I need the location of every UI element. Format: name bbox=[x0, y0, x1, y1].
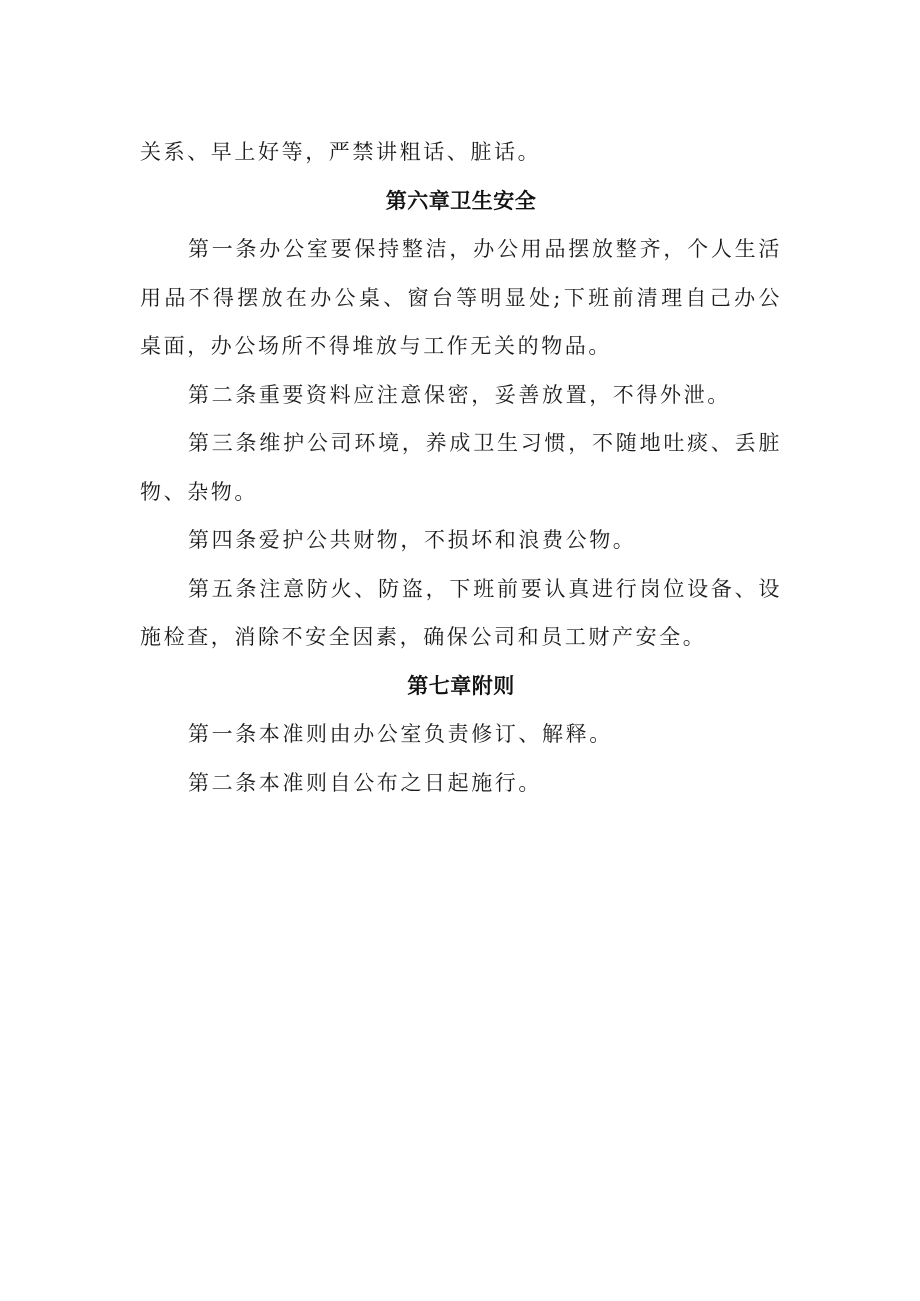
chapter-7-article-2: 第二条本准则自公布之日起施行。 bbox=[188, 770, 542, 795]
document-body bbox=[140, 128, 782, 807]
chapter-6-article-2: 第二条重要资料应注意保密，妥善放置，不得外泄。 bbox=[188, 382, 731, 407]
continuation-paragraph: 关系、早上好等，严禁讲粗话、脏话。 bbox=[140, 140, 542, 164]
chapter-6-article-4: 第四条爱护公共财物，不损坏和浪费公物。 bbox=[188, 528, 637, 552]
chapter-7-article-1: 第一条本准则由办公室负责修订、解释。 bbox=[188, 722, 613, 746]
chapter-7-heading: 第七章附则 bbox=[407, 673, 515, 698]
chapter-6-article-3: 第三条维护公司环境，养成卫生习惯，不随地吐痰、丢脏物、杂物。 bbox=[140, 431, 782, 504]
chapter-6-heading: 第六章卫生安全 bbox=[385, 188, 537, 213]
chapter-6-article-5: 第五条注意防火、防盗，下班前要认真进行岗位设备、设施检查，消除不安全因素，确保公司和员工财产安全。 bbox=[140, 576, 782, 649]
chapter-6-article-1: 第一条办公室要保持整洁，办公用品摆放整齐，个人生活用品不得摆放在办公桌、窗台等明显处;下班前清理自己办公桌面，办公场所不得堆放与工作无关的物品。 bbox=[140, 237, 782, 358]
